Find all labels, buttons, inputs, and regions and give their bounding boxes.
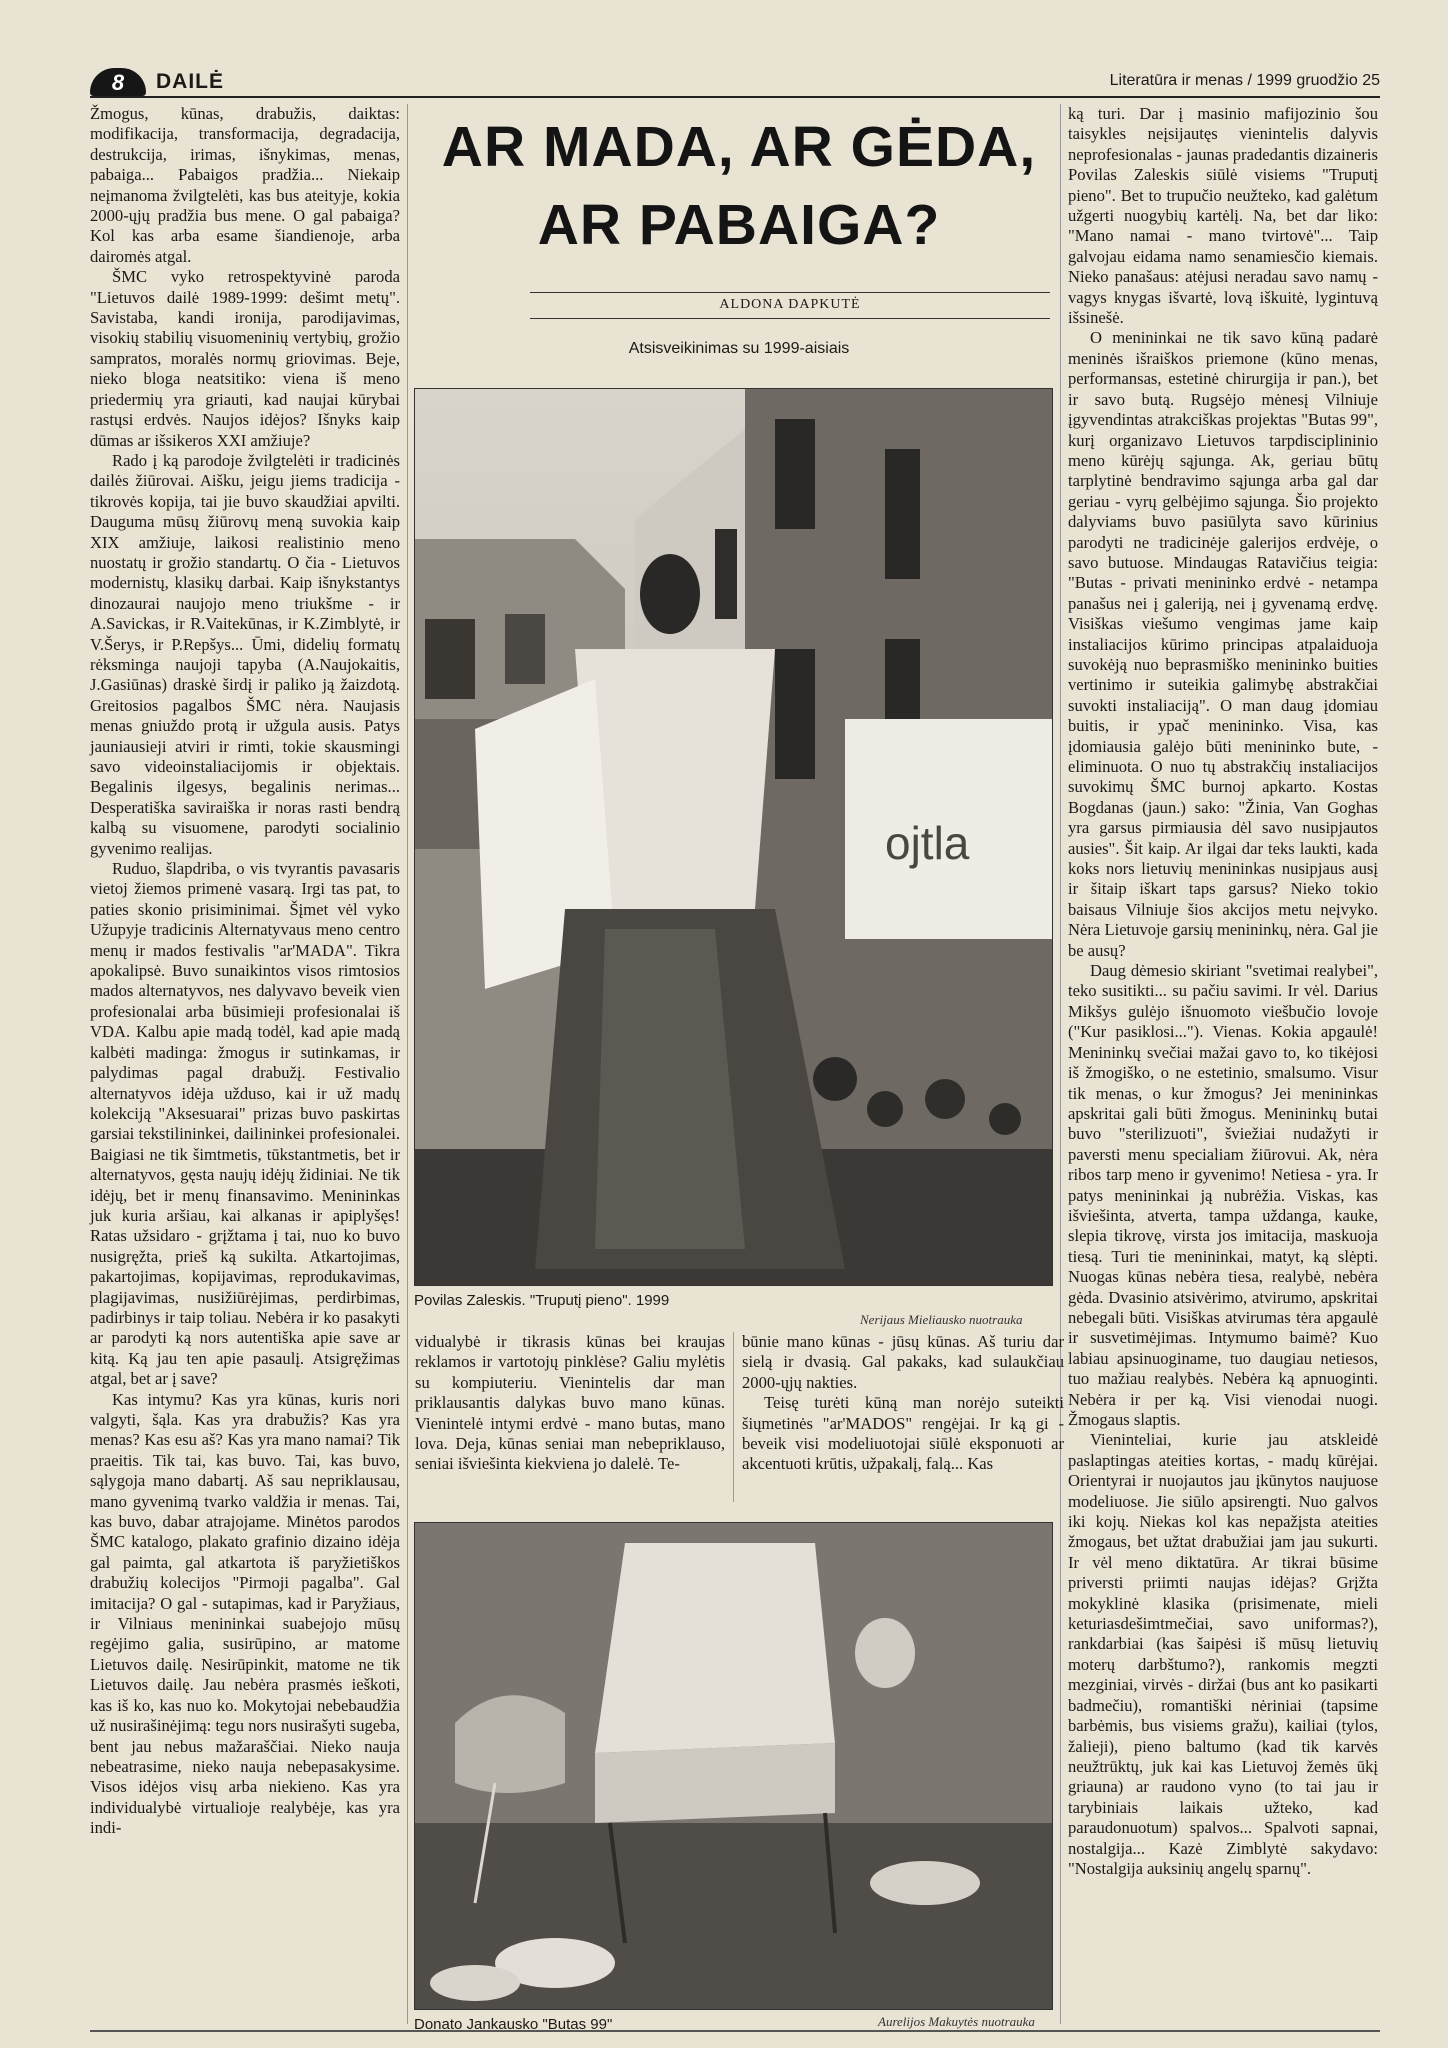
headline-line: AR MADA, AR GĖDA, — [441, 115, 1037, 179]
paragraph: ką turi. Dar į masinio mafijozinio šou taisykles neįsijautęs vienintelis dalyvis neprofesionalas - jaunas pradedantis dizaineris Povilas Zaleskis siūlė visiems "Truputį pieno". Bet to trupučio neužteko, kad galėtum užgerti nuogybių kartėlį. Na, bet dar liko: "Mano namai - mano tvirtovė"... Taip galvojau eidama namo senamiesčio kiemais. Nieko panašaus: atėjusi neradau savo namų - vagys knygas išvartė, lovą iškuitė, lygintuvą išsinešė. — [1068, 104, 1378, 328]
photo-apartment-installation — [414, 1522, 1053, 2010]
photo-caption: Donato Jankausko "Butas 99" — [414, 2016, 613, 2033]
page-header — [90, 68, 1380, 98]
page-number-badge: 8 — [90, 68, 146, 96]
column-mid-right — [742, 1332, 1064, 1475]
paragraph: Ruduo, šlapdriba, o vis tvyrantis pavasaris vietoj žiemos primenė vasarą. Irgi tas pat, to paties skonio prisiminimai. Šįmet vėl vyko Užupyje tradicinis Alternatyvaus meno centro menų ir mados festivalis "ar'MADA". Tikra apokalipsė. Buvo sunaikintos visos rimtosios mados alternatyvos, nes dalyvavo beveik vien profesionalai arba būsimieji profesionalai iš VDA. Kalbu apie madą todėl, kad apie madą kalbėti madinga: žmogus ir sutinkamas, ir palydimas pagal drabužį. Festivalio alternatyvos idėja užduso, kai ir už madų kolekciją "Aksesuarai" prizas buvo paskirtas garsiai tekstilininkei, dailininkei profesionalei. Baigiasi ne tik šimtmetis, tūkstantmetis, bet ir alternatyvos, gęsta naujų idėjų židiniai. Ne tik idėjų, bet ir menų finansavimo. Menininkas juk kuria aršiau, kai alkanas ir apiplyšęs! Ratas užsidaro - grįžtama į tai, nuo ko buvo nusigręžta, prieš ką sukilta. Atkartojimas, pakartojimas, kopijavimas, reprodukavimas, plagijavimas, nusižiūrėjimas, perdirbimas, padirbinys ir taip toliau. Nebėra ir ko pasakyti ar parodyti ką nors autentiška apie save ar kitą. Ką jau ten apie pasaulį. Atsigręžimas atgal, bet ar į save? — [90, 859, 400, 1389]
paragraph: Daug dėmesio skiriant "svetimai realybei", teko susitikti... su pačiu savimi. Ir vėl. Darius Mikšys gulėjo išnuomoto viešbučio lovoje ("Kur pasiklosi..."). Vienas. Kokia apgaulė! Menininkų svečiai mažai gavo to, ko tikėjosi iš žmogiško, o ne estetinio, smalsumo. Visur tik menas, o kur žmogus? Jei menininkas apskritai gali būti žmogus. Menininkų butai buvo "sterilizuoti", šviežiai nudažyti ir paversti menu specialiam žiūrovui. Ak, nėra ribos tarp meno ir gyvenimo! Netiesa - yra. Ir patys menininkai ją nubrėžia. Viskas, kas išviešinta, atverta, tampa uždanga, kauke, slepia tikrovę, virsta jos imitacija, maskuoja tiesą. Turi tie menininkai, matyt, ką slėpti. Nuogas kūnas nebėra tiesa, realybė, nebėra gėda. Dvasinio atsivėrimo, atvirumo, apskritai nebegali būti. Visiškas atvirumas tėra apgaulė ir susvetimėjimas. Intymumo baimė? Kuo labiau apsinuoginame, tuo daugiau netiesos, tuo mažiau realybės. Nebėra ką apnuoginti. Nebėra ir per ką. Visi vienodai nuogi. Žmogaus slaptis. — [1068, 961, 1378, 1429]
column-divider — [1060, 104, 1061, 2024]
column-divider — [407, 104, 408, 2024]
column-right — [1068, 104, 1378, 1879]
issue-info: Literatūra ir menas / 1999 gruodžio 25 — [1109, 72, 1380, 89]
paragraph: Vieninteliai, kurie jau atskleidė paslaptingas ateities kortas, - madų kūrėjai. Orientyrai ir nuojautos jau įkūnytos naujuose modeliuose. Jie siūlo apsirengti. Nuo galvos iki kojų. Niekas kol kas nepažįsta ateities žmogaus, bet užtat drabužiai jam jau sukurti. Ir vėl meno diktatūra. Ar tikrai būsime priversti priimti naujas idėjas? Grįžta mokyklinė klasika (prisimenate, mieli keturiasdešimtmečiai, savo uniformas?), rankdarbiai (kas šaipėsi iš mūsų lietuvių moterų darbštumo?), rankomis megzti mezginiai, virvės - diržai (bus ant ko pasikarti badmečiu), romantiški nėriniai (tapsime barbėmis, bus visiems gražu), kailiai (tylos, žalieji), pieno baltumo (kad tik karvės neužtrūktų, juk kai kas Lietuvoj žemės ūkį griauna) ar raudono vyno (to tai jau ir tarybiniais laikais užteko, kad paraudonuotum) spalvos... Spalvoti sapnai, nostalgija... Kazė Zimblytė sakydavo: "Nostalgija auksinių angelų sparnų". — [1068, 1430, 1378, 1878]
headline — [415, 108, 1063, 264]
byline-rule-top — [530, 292, 1050, 293]
paragraph: O menininkai ne tik savo kūną padarė meninės išraiškos priemone (kūno menas, performansas, estetinė chirurgija ir pan.), bet ir savo butą. Rugsėjo mėnesį Vilniuje įgyvendintas atrakciškas projektas "Butas 99", kurį organizavo Lietuvos tarpdisciplininio meno kūrėjų sąjunga. Ak, geriau būtų tarplytinė bendravimo sąjunga arba gal dar geriau - vyrų gelbėjimo sąjunga. Šio projekto dalyviams buvo pasiūlyta savo kūrinius parodyti ne tradicinėje galerijos erdvėje, o savo butuose. Mindaugas Ratavičius teigia: "Butas - privati menininko erdvė - netampa panašus nei į galeriją, nei į gyvenamą erdvę. Visiškas viešumo vengimas jame kaip instaliacijos kūrimo principas atpalaiduoja suvokėją nuo beprasmiško menininko buities vertinimo ir suteikia galimybę abstrakčiai suvokti instaliaciją". O man daug įdomiau buitis, ir ypač menininko. Visa, kas įdomiausia galėjo būti menininko bute, - eliminuota. O nuo tų abstrakčių instaliacijos suvokimų ŠMC burnoj apkarto. Kostas Bogdanas (jaun.) sako: "Žinia, Van Goghas yra garsus pirmiausia dėl savo nusipjautos ausies". Šit kaip. Ar ilgai dar teks laukti, kada koks nors lietuvių menininkas nusipjaus ausį ir šitaip iškart taps garsus? Nieko tokio baisaus Vilniuje šios akcijos metu neįvyko. Nėra Lietuvoje garsių menininkų, nėra. Gal jie be ausų? — [1068, 328, 1378, 960]
bottom-rule — [90, 2030, 1380, 2032]
author-byline: ALDONA DAPKUTĖ — [719, 297, 861, 312]
section-title: DAILĖ — [156, 70, 224, 93]
banner-text: ojtla — [885, 817, 970, 869]
paragraph: Teisę turėti kūną man norėjo suteikti šiųmetinės "ar'MADOS" rengėjai. Ir ką gi - beveik visi modeliuotojai siūlė eksponuoti ar akcentuoti krūtis, užpakalį, falą... Kas — [742, 1393, 1064, 1474]
paragraph: būnie mano kūnas - jūsų kūnas. Aš turiu dar sielą ir dvasią. Gal pakaks, kad sulaukčiau 2000-ųjų nakties. — [742, 1332, 1064, 1392]
paragraph: ŠMC vyko retrospektyvinė paroda "Lietuvos dailė 1989-1999: dešimt metų". Savistaba, kandi ironija, parodijavimas, visokių stabilių visuomeninių vertybių, grožio sampratos, moralės normų griovimas. Beje, nieko bloga neatsitiko: viena iš meno priedermių yra griauti, kad naujai kūrybai rastųsi erdvės. Naujos idėjos? Išnyks kaip dūmas ar išsikeros XXI amžiuje? — [90, 267, 400, 450]
column-mid-left — [415, 1332, 725, 1475]
paragraph: Rado į ką parodoje žvilgtelėti ir tradicinės dailės žiūrovai. Aišku, jeigu jiems tradicija - tikrovės kopija, tai jie buvo skaudžiai apvilti. Dauguma mūsų žiūrovų meną suvokia kaip XIX amžiuje, laikosi realistinio meno nuostatų ir grožio standartų. O čia - Lietuvos modernistų, klasikų darbai. Kaip išnykstantys dinozaurai naujojo meno triukšme - ir A.Savickas, ir R.Vaitekūnas, ir K.Zimblytė, ir V.Šerys, ir P.Repšys... Ūmi, didelių formatų rėksminga naujoji tapyba (A.Naujokaitis, J.Gasiūnas) draskė širdį ir paliko ją žaizdotą. Greitosios pagalbos ŠMC nėra. Naujasis menas gniuždo protą ir užgula ausis. Patys jauniausieji atviri ir rimti, tokie skausmingi savo videoinstaliacijomis ir objektais. Begalinis ilgesys, begalinis nerimas... Desperatiška saviraiška ir noras rasti bendrą kalbą su visuomene, parodyti socialinio gyvenimo realijas. — [90, 450, 400, 858]
photo-caption: Povilas Zaleskis. "Truputį pieno". 1999 — [414, 1292, 670, 1309]
headline-line: AR PABAIGA? — [537, 193, 941, 257]
column-left — [90, 104, 400, 1839]
photo-credit: Aurelijos Makuytės nuotrauka — [878, 2014, 1035, 2029]
header-rule — [90, 96, 1380, 98]
byline-rule-bottom — [530, 318, 1050, 319]
column-divider — [733, 1332, 734, 1502]
photo-credit: Nerijaus Mieliausko nuotrauka — [860, 1312, 1023, 1327]
paragraph: Žmogus, kūnas, drabužis, daiktas: modifikacija, transformacija, degradacija, destrukcija, irimas, išnykimas, menas, pabaiga... Pabaigos pradžia... Niekaip neįmanoma žvilgtelėti, kas bus ateityje, kokia 2000-ųjų pradžia bus mene. O gal pabaiga? Kol kas arba esame šiandienoje, arba dairomės atgal. — [90, 104, 400, 266]
photo-fashion-show — [414, 388, 1053, 1286]
article-subtitle: Atsisveikinimas su 1999-aisiais — [628, 340, 850, 357]
paragraph: Kas intymu? Kas yra kūnas, kuris nori valgyti, šąla. Kas yra drabužis? Kas yra menas? Kas esu aš? Kas yra mano namai? Tik praeitis. Tik tai, kas buvo. Tai, kas buvo, sąlygoja mano dabartį. Aš sau nepriklausau, mano gyvenimą tvarko valdžia ir menas. Tai, kas buvo, dabar atrajojame. Minėtos parodos ŠMC katalogo, plakato grafinio dizaino idėja gal paimta, gal atkartota iš paryžietiškos drabužių kolecijos "Pirmoji pagalba". Gal imitacija? O gal - sutapimas, kad ir Paryžiaus, ir Vilniaus menininkai suabejojo mūsų regėjimo galia, susirūpino, ar matome Lietuvos dailę. Nesirūpinkit, matome ne tik Lietuvos dailę. Jau nebėra prasmės ieškoti, kas iš ko, kas nuo ko. Mokytojai nebebaudžia už nusirašinėjimą: tegu nors nusirašyti sugeba, bent jau nebus mažaraščiai. Nieko nauja nebeatrasime, nieko nauja nebepasakysime. Visos idėjos visų arba niekieno. Kas yra individualybė virtualioje realybėje, kas yra indi- — [90, 1389, 400, 1838]
paragraph: vidualybė ir tikrasis kūnas bei kraujas reklamos ir vartotojų pinklėse? Galiu mylėtis su kompiuteriu. Vienintelis dar man priklausantis dalykas buvo mano kūnas. Vienintelė intymi erdvė - mano butas, mano lova. Deja, kūnas seniai man nebepriklauso, seniai išviešinta kiekviena jo dalelė. Te- — [415, 1332, 725, 1474]
